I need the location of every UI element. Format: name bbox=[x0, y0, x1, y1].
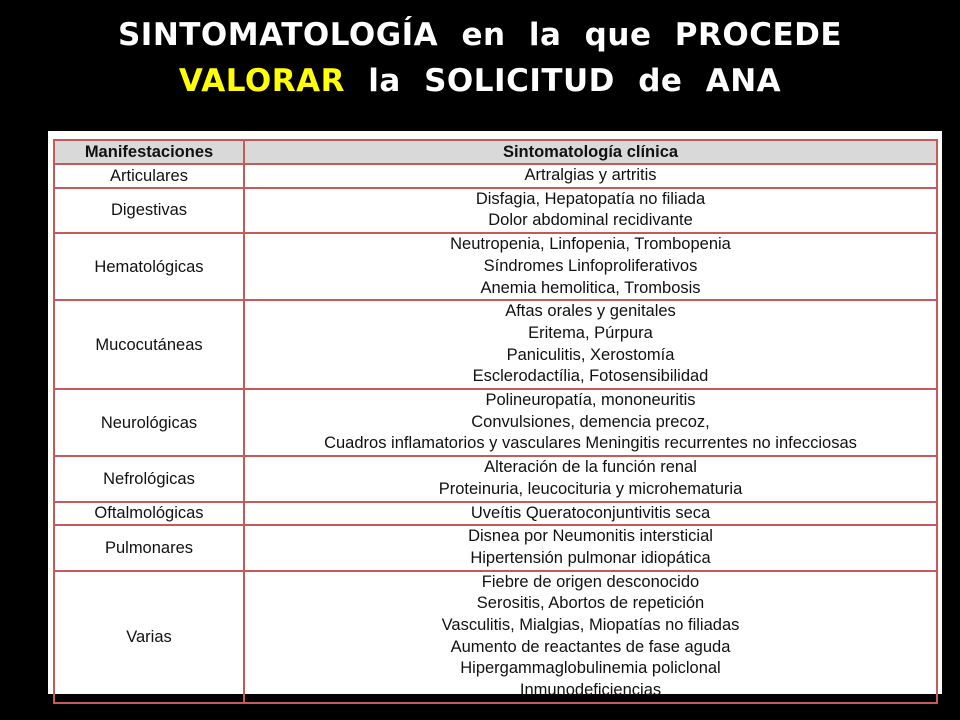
symptoms-cell bbox=[244, 233, 937, 300]
table-row bbox=[54, 164, 937, 188]
symptom-line: Esclerodactília, Fotosensibilidad bbox=[472, 367, 709, 386]
symptoms-cell bbox=[244, 164, 937, 188]
category-cell: Digestivas bbox=[54, 188, 244, 233]
symptom-line: Inmunodeficiencias bbox=[519, 681, 662, 700]
symptom-line: Dolor abdominal recidivante bbox=[488, 211, 693, 230]
symptom-line: Artralgias y artritis bbox=[524, 166, 657, 184]
category-cell: Pulmonares bbox=[54, 525, 244, 570]
table-row bbox=[54, 188, 937, 233]
symptom-line: Aftas orales y genitales bbox=[505, 302, 676, 321]
category-cell: Mucocutáneas bbox=[54, 300, 244, 389]
symptom-line: Neutropenia, Linfopenia, Trombopenia bbox=[450, 235, 731, 254]
symptom-line: Cuadros inflamatorios y vasculares Meningitis recurrentes no infecciosas bbox=[324, 434, 857, 453]
symptom-line: Eritema, Púrpura bbox=[528, 323, 653, 342]
symptoms-cell bbox=[244, 502, 937, 526]
header-manifestaciones: Manifestaciones bbox=[54, 140, 244, 164]
symptom-line: Proteinuria, leucocituria y microhematuria bbox=[438, 479, 743, 498]
symptom-line: Serositis, Abortos de repetición bbox=[476, 594, 705, 613]
symptoms-cell bbox=[244, 525, 937, 570]
table-row bbox=[54, 525, 937, 570]
symptom-line: Polineuropatía, mononeuritis bbox=[485, 391, 696, 410]
symptom-line: Aumento de reactantes de fase aguda bbox=[450, 637, 731, 656]
symptom-line: Anemia hemolitica, Trombosis bbox=[480, 278, 701, 297]
slide-title bbox=[0, 12, 960, 104]
symptoms-cell bbox=[244, 300, 937, 389]
table-row bbox=[54, 571, 937, 703]
symptoms-cell bbox=[244, 456, 937, 501]
symptom-line: Disfagia, Hepatopatía no filiada bbox=[475, 189, 706, 208]
symptom-line: Alteración de la función renal bbox=[484, 458, 697, 477]
symptoms-cell bbox=[244, 389, 937, 456]
table-row bbox=[54, 456, 937, 501]
symptom-line: Hipertensión pulmonar idiopática bbox=[470, 548, 711, 567]
symptom-line: Síndromes Linfoproliferativos bbox=[483, 256, 698, 275]
category-cell: Neurológicas bbox=[54, 389, 244, 456]
title-rest: la SOLICITUD de ANA bbox=[368, 63, 782, 99]
header-sintomatologia: Sintomatología clínica bbox=[244, 140, 937, 164]
table-row bbox=[54, 300, 937, 389]
symptoms-cell bbox=[244, 188, 937, 233]
category-cell: Articulares bbox=[54, 164, 244, 188]
symptom-line: Hipergammaglobulinemia policlonal bbox=[460, 659, 721, 678]
category-cell: Oftalmológicas bbox=[54, 502, 244, 526]
symptoms-cell bbox=[244, 571, 937, 703]
category-cell: Hematológicas bbox=[54, 233, 244, 300]
symptom-line: Fiebre de origen desconocido bbox=[481, 572, 700, 591]
symptom-line: Disnea por Neumonitis intersticial bbox=[468, 527, 713, 546]
table-row bbox=[54, 502, 937, 526]
table-body bbox=[54, 164, 937, 703]
table-image-frame bbox=[48, 131, 942, 700]
category-cell: Nefrológicas bbox=[54, 456, 244, 501]
table-header-row bbox=[54, 140, 937, 164]
table-row bbox=[54, 389, 937, 456]
symptom-line: Paniculitis, Xerostomía bbox=[506, 345, 675, 364]
symptom-table bbox=[53, 139, 938, 704]
symptom-line: Convulsiones, demencia precoz, bbox=[471, 412, 710, 431]
symptom-line: Vasculitis, Mialgias, Miopatías no filiadas bbox=[441, 616, 740, 635]
table-row bbox=[54, 233, 937, 300]
category-cell: Varias bbox=[54, 571, 244, 703]
symptom-line: Uveítis Queratoconjuntivitis seca bbox=[470, 503, 711, 522]
title-highlight: VALORAR bbox=[178, 63, 345, 99]
title-line-1: SINTOMATOLOGÍA en la que PROCEDE bbox=[117, 17, 843, 53]
title-line-2 bbox=[0, 58, 960, 104]
